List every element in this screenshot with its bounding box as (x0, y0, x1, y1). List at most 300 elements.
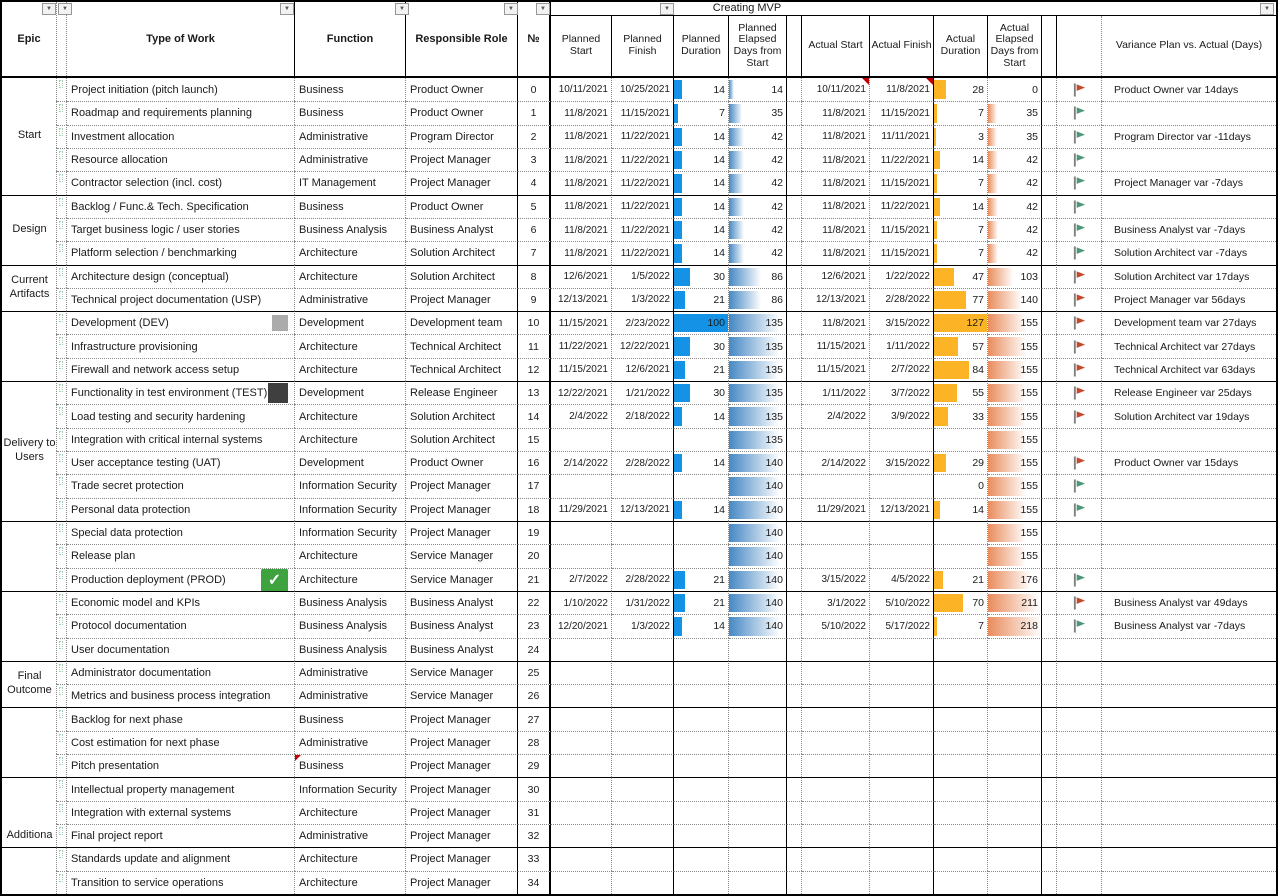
cell-role-row13[interactable] (406, 381, 518, 404)
cell-fn-row20[interactable] (295, 544, 406, 567)
cell-ae-row29[interactable] (988, 754, 1042, 777)
cell-flag-row32[interactable] (1057, 824, 1102, 847)
cell-n-row13[interactable] (518, 381, 551, 404)
cell-ae-row23[interactable] (988, 614, 1042, 637)
cell-ae-row1[interactable] (988, 101, 1042, 124)
cell-pf-row17[interactable] (612, 474, 674, 497)
column-header-planned-elapsed[interactable]: Planned Elapsed Days from Start (729, 16, 787, 76)
filter-dropdown-button[interactable] (660, 3, 674, 15)
column-header-type-of-work[interactable]: Type of Work (67, 2, 295, 76)
cell-pe-row32[interactable] (729, 824, 787, 847)
cell-ps-row7[interactable] (551, 241, 612, 264)
cell-ps-row16[interactable] (551, 451, 612, 474)
cell-pe-row31[interactable] (729, 801, 787, 824)
cell-flag-row24[interactable] (1057, 638, 1102, 661)
cell-n-row12[interactable] (518, 358, 551, 381)
cell-role-row30[interactable] (406, 777, 518, 800)
cell-ae-row12[interactable] (988, 358, 1042, 381)
cell-pd-row12[interactable] (674, 358, 729, 381)
cell-n-row32[interactable] (518, 824, 551, 847)
cell-pd-row24[interactable] (674, 638, 729, 661)
cell-flag-row17[interactable] (1057, 474, 1102, 497)
cell-fn-row1[interactable] (295, 101, 406, 124)
cell-ae-row4[interactable] (988, 171, 1042, 194)
cell-var-row22[interactable] (1102, 591, 1276, 614)
cell-ad-row4[interactable] (934, 171, 988, 194)
cell-pf-row2[interactable] (612, 125, 674, 148)
cell-flag-row12[interactable] (1057, 358, 1102, 381)
cell-as-row28[interactable] (802, 731, 870, 754)
cell-as-row2[interactable] (802, 125, 870, 148)
cell-ad-row9[interactable] (934, 288, 988, 311)
cell-pd-row32[interactable] (674, 824, 729, 847)
cell-ae-row0[interactable] (988, 78, 1042, 101)
cell-fn-row7[interactable] (295, 241, 406, 264)
cell-flag-row13[interactable] (1057, 381, 1102, 404)
cell-ps-row8[interactable] (551, 265, 612, 288)
cell-as-row19[interactable] (802, 521, 870, 544)
filter-dropdown-button[interactable] (504, 3, 518, 15)
cell-ae-row25[interactable] (988, 661, 1042, 684)
cell-pe-row16[interactable] (729, 451, 787, 474)
cell-type-row3[interactable] (67, 148, 295, 171)
filter-dropdown-button[interactable] (280, 3, 294, 15)
cell-role-row23[interactable] (406, 614, 518, 637)
cell-ad-row26[interactable] (934, 684, 988, 707)
cell-role-row14[interactable] (406, 404, 518, 427)
cell-type-row19[interactable] (67, 521, 295, 544)
cell-fn-row31[interactable] (295, 801, 406, 824)
cell-var-row18[interactable] (1102, 498, 1276, 521)
cell-fn-row17[interactable] (295, 474, 406, 497)
filter-dropdown-button[interactable] (536, 3, 550, 15)
cell-fn-row26[interactable] (295, 684, 406, 707)
cell-type-row8[interactable] (67, 265, 295, 288)
cell-ps-row27[interactable] (551, 707, 612, 730)
cell-ae-row18[interactable] (988, 498, 1042, 521)
cell-flag-row15[interactable] (1057, 428, 1102, 451)
cell-flag-row27[interactable] (1057, 707, 1102, 730)
cell-ad-row22[interactable] (934, 591, 988, 614)
cell-ps-row34[interactable] (551, 871, 612, 894)
cell-ps-row32[interactable] (551, 824, 612, 847)
cell-fn-row8[interactable] (295, 265, 406, 288)
cell-type-row1[interactable] (67, 101, 295, 124)
cell-pf-row1[interactable] (612, 101, 674, 124)
cell-ae-row14[interactable] (988, 404, 1042, 427)
column-header-responsible-role[interactable]: Responsible Role (406, 2, 518, 76)
cell-af-row15[interactable] (870, 428, 934, 451)
cell-ae-row8[interactable] (988, 265, 1042, 288)
cell-pf-row8[interactable] (612, 265, 674, 288)
cell-pf-row16[interactable] (612, 451, 674, 474)
cell-type-row12[interactable] (67, 358, 295, 381)
cell-af-row27[interactable] (870, 707, 934, 730)
cell-af-row18[interactable] (870, 498, 934, 521)
column-header-planned-duration[interactable]: Planned Duration (674, 16, 729, 76)
cell-role-row7[interactable] (406, 241, 518, 264)
cell-pd-row4[interactable] (674, 171, 729, 194)
cell-fn-row15[interactable] (295, 428, 406, 451)
cell-var-row32[interactable] (1102, 824, 1276, 847)
cell-ad-row25[interactable] (934, 661, 988, 684)
cell-ad-row0[interactable] (934, 78, 988, 101)
cell-ad-row18[interactable] (934, 498, 988, 521)
cell-pf-row24[interactable] (612, 638, 674, 661)
cell-role-row29[interactable] (406, 754, 518, 777)
cell-type-row31[interactable] (67, 801, 295, 824)
cell-var-row16[interactable] (1102, 451, 1276, 474)
cell-pe-row25[interactable] (729, 661, 787, 684)
cell-af-row25[interactable] (870, 661, 934, 684)
cell-ad-row7[interactable] (934, 241, 988, 264)
cell-af-row6[interactable] (870, 218, 934, 241)
cell-n-row9[interactable] (518, 288, 551, 311)
cell-pf-row25[interactable] (612, 661, 674, 684)
cell-n-row22[interactable] (518, 591, 551, 614)
cell-af-row2[interactable] (870, 125, 934, 148)
cell-af-row1[interactable] (870, 101, 934, 124)
cell-n-row18[interactable] (518, 498, 551, 521)
cell-type-row14[interactable] (67, 404, 295, 427)
cell-type-row29[interactable] (67, 754, 295, 777)
cell-role-row6[interactable] (406, 218, 518, 241)
cell-af-row12[interactable] (870, 358, 934, 381)
column-header-actual-elapsed[interactable]: Actual Elapsed Days from Start (988, 16, 1042, 76)
cell-ad-row21[interactable] (934, 568, 988, 591)
cell-pe-row14[interactable] (729, 404, 787, 427)
cell-n-row11[interactable] (518, 334, 551, 357)
cell-ps-row17[interactable] (551, 474, 612, 497)
cell-role-row0[interactable] (406, 78, 518, 101)
cell-pd-row27[interactable] (674, 707, 729, 730)
cell-role-row20[interactable] (406, 544, 518, 567)
cell-var-row28[interactable] (1102, 731, 1276, 754)
cell-pd-row18[interactable] (674, 498, 729, 521)
cell-as-row18[interactable] (802, 498, 870, 521)
cell-type-row21[interactable] (67, 568, 295, 591)
cell-pf-row30[interactable] (612, 777, 674, 800)
cell-ae-row11[interactable] (988, 334, 1042, 357)
cell-pe-row10[interactable] (729, 311, 787, 334)
cell-fn-row14[interactable] (295, 404, 406, 427)
cell-fn-row25[interactable] (295, 661, 406, 684)
cell-pe-row5[interactable] (729, 195, 787, 218)
cell-ad-row2[interactable] (934, 125, 988, 148)
cell-as-row23[interactable] (802, 614, 870, 637)
cell-pf-row18[interactable] (612, 498, 674, 521)
cell-af-row16[interactable] (870, 451, 934, 474)
cell-ad-row1[interactable] (934, 101, 988, 124)
cell-ad-row31[interactable] (934, 801, 988, 824)
cell-ps-row13[interactable] (551, 381, 612, 404)
cell-ad-row34[interactable] (934, 871, 988, 894)
cell-var-row5[interactable] (1102, 195, 1276, 218)
cell-ad-row19[interactable] (934, 521, 988, 544)
cell-n-row30[interactable] (518, 777, 551, 800)
cell-pd-row31[interactable] (674, 801, 729, 824)
cell-n-row4[interactable] (518, 171, 551, 194)
cell-pd-row22[interactable] (674, 591, 729, 614)
cell-pe-row23[interactable] (729, 614, 787, 637)
cell-as-row25[interactable] (802, 661, 870, 684)
cell-fn-row13[interactable] (295, 381, 406, 404)
cell-role-row22[interactable] (406, 591, 518, 614)
cell-fn-row6[interactable] (295, 218, 406, 241)
cell-ae-row9[interactable] (988, 288, 1042, 311)
cell-var-row33[interactable] (1102, 847, 1276, 870)
cell-as-row33[interactable] (802, 847, 870, 870)
cell-ps-row6[interactable] (551, 218, 612, 241)
cell-n-row6[interactable] (518, 218, 551, 241)
cell-fn-row23[interactable] (295, 614, 406, 637)
cell-pd-row10[interactable] (674, 311, 729, 334)
cell-n-row33[interactable] (518, 847, 551, 870)
cell-pf-row14[interactable] (612, 404, 674, 427)
cell-type-row34[interactable] (67, 871, 295, 894)
cell-var-row10[interactable] (1102, 311, 1276, 334)
cell-var-row34[interactable] (1102, 871, 1276, 894)
cell-ad-row29[interactable] (934, 754, 988, 777)
column-header-actual-start[interactable]: Actual Start (802, 16, 870, 76)
cell-fn-row27[interactable] (295, 707, 406, 730)
cell-as-row0[interactable] (802, 78, 870, 101)
cell-as-row31[interactable] (802, 801, 870, 824)
cell-af-row13[interactable] (870, 381, 934, 404)
cell-type-row24[interactable] (67, 638, 295, 661)
cell-n-row16[interactable] (518, 451, 551, 474)
cell-flag-row4[interactable] (1057, 171, 1102, 194)
cell-pd-row3[interactable] (674, 148, 729, 171)
cell-n-row8[interactable] (518, 265, 551, 288)
cell-n-row29[interactable] (518, 754, 551, 777)
cell-ae-row30[interactable] (988, 777, 1042, 800)
cell-pd-row20[interactable] (674, 544, 729, 567)
cell-type-row22[interactable] (67, 591, 295, 614)
cell-flag-row10[interactable] (1057, 311, 1102, 334)
cell-ae-row19[interactable] (988, 521, 1042, 544)
cell-ae-row13[interactable] (988, 381, 1042, 404)
cell-ps-row4[interactable] (551, 171, 612, 194)
cell-fn-row5[interactable] (295, 195, 406, 218)
cell-var-row26[interactable] (1102, 684, 1276, 707)
cell-pe-row15[interactable] (729, 428, 787, 451)
cell-fn-row11[interactable] (295, 334, 406, 357)
cell-pd-row26[interactable] (674, 684, 729, 707)
cell-ae-row16[interactable] (988, 451, 1042, 474)
cell-flag-row19[interactable] (1057, 521, 1102, 544)
cell-as-row21[interactable] (802, 568, 870, 591)
cell-ae-row5[interactable] (988, 195, 1042, 218)
cell-fn-row28[interactable] (295, 731, 406, 754)
cell-pf-row31[interactable] (612, 801, 674, 824)
cell-pd-row2[interactable] (674, 125, 729, 148)
cell-type-row11[interactable] (67, 334, 295, 357)
cell-flag-row23[interactable] (1057, 614, 1102, 637)
cell-ps-row33[interactable] (551, 847, 612, 870)
cell-pd-row19[interactable] (674, 521, 729, 544)
cell-pd-row9[interactable] (674, 288, 729, 311)
cell-n-row26[interactable] (518, 684, 551, 707)
cell-pf-row34[interactable] (612, 871, 674, 894)
cell-n-row7[interactable] (518, 241, 551, 264)
cell-flag-row11[interactable] (1057, 334, 1102, 357)
cell-pd-row34[interactable] (674, 871, 729, 894)
cell-pf-row0[interactable] (612, 78, 674, 101)
cell-af-row19[interactable] (870, 521, 934, 544)
cell-af-row29[interactable] (870, 754, 934, 777)
cell-role-row31[interactable] (406, 801, 518, 824)
cell-var-row0[interactable] (1102, 78, 1276, 101)
cell-pe-row29[interactable] (729, 754, 787, 777)
cell-var-row4[interactable] (1102, 171, 1276, 194)
cell-var-row19[interactable] (1102, 521, 1276, 544)
cell-role-row15[interactable] (406, 428, 518, 451)
cell-ad-row15[interactable] (934, 428, 988, 451)
cell-var-row25[interactable] (1102, 661, 1276, 684)
cell-ad-row10[interactable] (934, 311, 988, 334)
cell-var-row20[interactable] (1102, 544, 1276, 567)
cell-ps-row12[interactable] (551, 358, 612, 381)
cell-flag-row7[interactable] (1057, 241, 1102, 264)
cell-ae-row15[interactable] (988, 428, 1042, 451)
cell-as-row22[interactable] (802, 591, 870, 614)
cell-var-row30[interactable] (1102, 777, 1276, 800)
column-header-actual-finish[interactable]: Actual Finish (870, 16, 934, 76)
cell-role-row26[interactable] (406, 684, 518, 707)
cell-var-row23[interactable] (1102, 614, 1276, 637)
cell-pe-row34[interactable] (729, 871, 787, 894)
cell-ae-row21[interactable] (988, 568, 1042, 591)
cell-role-row32[interactable] (406, 824, 518, 847)
filter-dropdown-button[interactable] (1260, 3, 1274, 15)
cell-pe-row6[interactable] (729, 218, 787, 241)
cell-pe-row9[interactable] (729, 288, 787, 311)
cell-role-row21[interactable] (406, 568, 518, 591)
cell-n-row1[interactable] (518, 101, 551, 124)
cell-pe-row21[interactable] (729, 568, 787, 591)
cell-pe-row28[interactable] (729, 731, 787, 754)
cell-as-row4[interactable] (802, 171, 870, 194)
cell-ps-row21[interactable] (551, 568, 612, 591)
cell-type-row15[interactable] (67, 428, 295, 451)
column-header-actual-duration[interactable]: Actual Duration (934, 16, 988, 76)
cell-ps-row10[interactable] (551, 311, 612, 334)
column-header-function[interactable]: Function (295, 2, 406, 76)
cell-af-row31[interactable] (870, 801, 934, 824)
cell-role-row33[interactable] (406, 847, 518, 870)
cell-pe-row11[interactable] (729, 334, 787, 357)
cell-role-row3[interactable] (406, 148, 518, 171)
cell-flag-row22[interactable] (1057, 591, 1102, 614)
cell-af-row32[interactable] (870, 824, 934, 847)
cell-pd-row25[interactable] (674, 661, 729, 684)
cell-ps-row0[interactable] (551, 78, 612, 101)
cell-pf-row12[interactable] (612, 358, 674, 381)
cell-as-row34[interactable] (802, 871, 870, 894)
cell-n-row10[interactable] (518, 311, 551, 334)
cell-role-row34[interactable] (406, 871, 518, 894)
cell-type-row20[interactable] (67, 544, 295, 567)
cell-n-row23[interactable] (518, 614, 551, 637)
cell-ps-row23[interactable] (551, 614, 612, 637)
cell-ad-row16[interactable] (934, 451, 988, 474)
cell-ae-row24[interactable] (988, 638, 1042, 661)
filter-dropdown-button[interactable] (42, 3, 56, 15)
cell-pe-row12[interactable] (729, 358, 787, 381)
cell-ps-row3[interactable] (551, 148, 612, 171)
cell-type-row16[interactable] (67, 451, 295, 474)
cell-as-row12[interactable] (802, 358, 870, 381)
cell-af-row5[interactable] (870, 195, 934, 218)
cell-pf-row9[interactable] (612, 288, 674, 311)
cell-pd-row1[interactable] (674, 101, 729, 124)
cell-type-row17[interactable] (67, 474, 295, 497)
cell-fn-row9[interactable] (295, 288, 406, 311)
cell-role-row5[interactable] (406, 195, 518, 218)
cell-ps-row24[interactable] (551, 638, 612, 661)
cell-type-row6[interactable] (67, 218, 295, 241)
cell-flag-row31[interactable] (1057, 801, 1102, 824)
cell-ae-row31[interactable] (988, 801, 1042, 824)
cell-as-row26[interactable] (802, 684, 870, 707)
cell-pe-row2[interactable] (729, 125, 787, 148)
cell-n-row5[interactable] (518, 195, 551, 218)
cell-flag-row6[interactable] (1057, 218, 1102, 241)
cell-var-row7[interactable] (1102, 241, 1276, 264)
cell-ad-row13[interactable] (934, 381, 988, 404)
cell-pf-row33[interactable] (612, 847, 674, 870)
cell-n-row24[interactable] (518, 638, 551, 661)
cell-role-row1[interactable] (406, 101, 518, 124)
cell-pf-row6[interactable] (612, 218, 674, 241)
cell-flag-row28[interactable] (1057, 731, 1102, 754)
cell-ps-row26[interactable] (551, 684, 612, 707)
cell-pf-row29[interactable] (612, 754, 674, 777)
cell-fn-row3[interactable] (295, 148, 406, 171)
cell-ps-row15[interactable] (551, 428, 612, 451)
cell-ps-row18[interactable] (551, 498, 612, 521)
cell-ps-row25[interactable] (551, 661, 612, 684)
cell-pe-row19[interactable] (729, 521, 787, 544)
cell-as-row11[interactable] (802, 334, 870, 357)
cell-as-row9[interactable] (802, 288, 870, 311)
cell-pe-row17[interactable] (729, 474, 787, 497)
cell-pd-row33[interactable] (674, 847, 729, 870)
cell-var-row17[interactable] (1102, 474, 1276, 497)
cell-pe-row26[interactable] (729, 684, 787, 707)
cell-ae-row33[interactable] (988, 847, 1042, 870)
column-header-epic[interactable]: Epic (2, 2, 57, 76)
cell-as-row10[interactable] (802, 311, 870, 334)
cell-flag-row5[interactable] (1057, 195, 1102, 218)
cell-type-row2[interactable] (67, 125, 295, 148)
cell-as-row15[interactable] (802, 428, 870, 451)
cell-ad-row8[interactable] (934, 265, 988, 288)
cell-ad-row23[interactable] (934, 614, 988, 637)
cell-ae-row34[interactable] (988, 871, 1042, 894)
cell-pe-row3[interactable] (729, 148, 787, 171)
cell-pf-row28[interactable] (612, 731, 674, 754)
column-header-planned-start[interactable]: Planned Start (551, 16, 612, 76)
cell-pd-row5[interactable] (674, 195, 729, 218)
cell-pe-row20[interactable] (729, 544, 787, 567)
cell-ad-row12[interactable] (934, 358, 988, 381)
cell-pd-row13[interactable] (674, 381, 729, 404)
cell-ae-row10[interactable] (988, 311, 1042, 334)
cell-ad-row24[interactable] (934, 638, 988, 661)
cell-pd-row30[interactable] (674, 777, 729, 800)
